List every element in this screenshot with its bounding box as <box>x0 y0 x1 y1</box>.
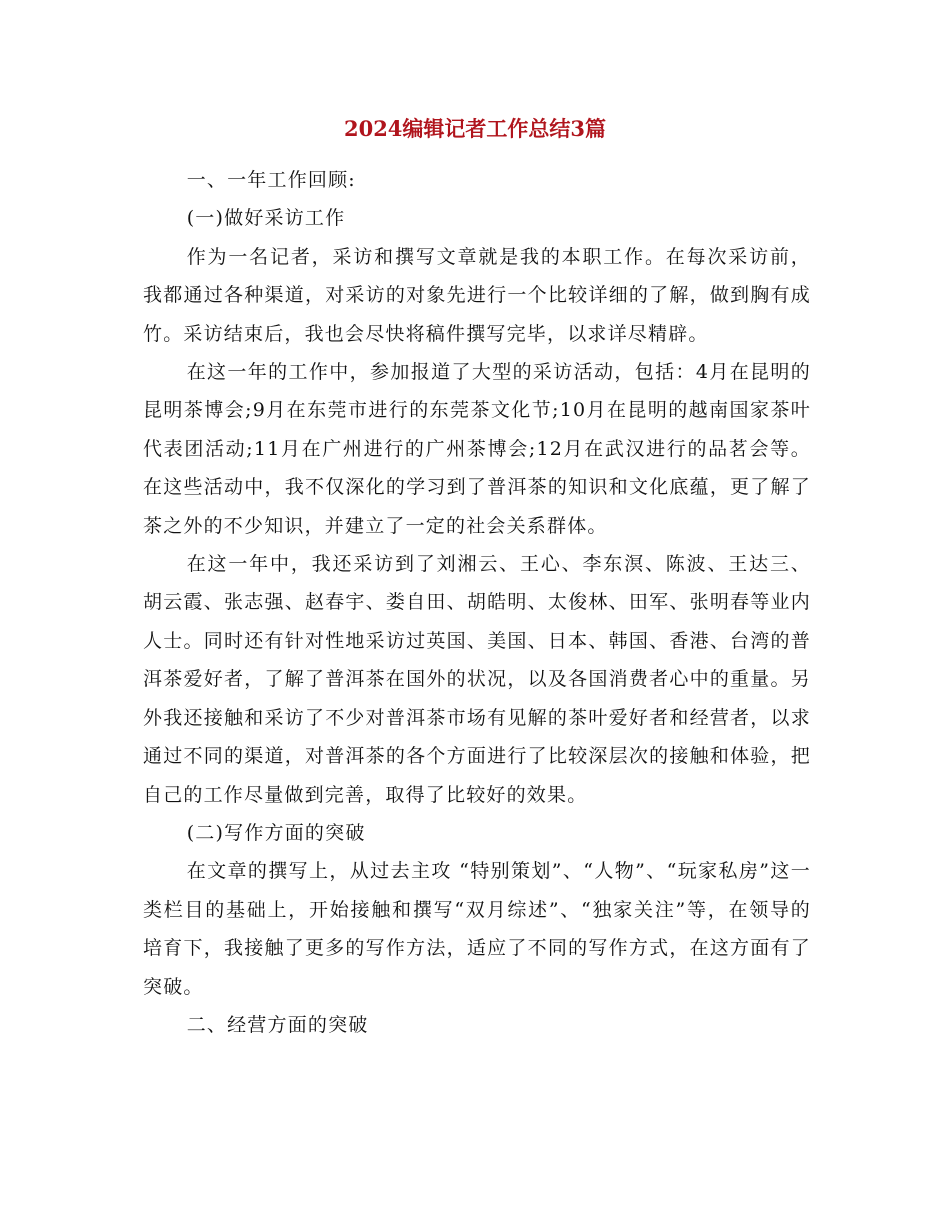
subsection-heading-interviews: (一)做好采访工作 <box>186 207 346 230</box>
paragraph-interview-duty: 作为一名记者，采访和撰写文章就是我的本职工作。在每次采访前，我都通过各种渠道，对采访的对象先进行一个比较详细的了解，做到胸有成竹。采访结束后，我也会尽快将稿件撰写完毕，以求详尽精辟。 <box>143 245 811 345</box>
section-heading-business: 二、经营方面的突破 <box>186 1013 369 1036</box>
paragraph-events: 在这一年的工作中，参加报道了大型的采访活动，包括：4月在昆明的昆明茶博会;9月在东莞市进行的东莞茶文化节;10月在昆明的越南国家茶叶代表团活动;11月在广州进行的广州茶博会;12月在武汉进行的品茗会等。在这些活动中，我不仅深化的学习到了普洱茶的知识和文化底蕴，更了解了茶之外的不少知识，并建立了一定的社会关系群体。 <box>143 361 811 537</box>
paragraph-writing: 在文章的撰写上，从过去主攻 “特别策划”、“人物”、“玩家私房”这一类栏目的基础上，开始接触和撰写“双月综述”、“独家关注”等，在领导的培育下，我接触了更多的写作方法，适应了不同的写作方式，在这方面有了突破。 <box>143 860 811 998</box>
subsection-heading-writing: (二)写作方面的突破 <box>186 821 366 844</box>
document-body <box>143 161 811 1044</box>
section-heading-review: 一、一年工作回顾: <box>186 169 356 191</box>
paragraph-interviewees: 在这一年中，我还采访到了刘湘云、王心、李东溟、陈波、王达三、胡云霞、张志强、赵春宇、娄自田、胡皓明、太俊林、田军、张明春等业内人士。同时还有针对性地采访过英国、美国、日本、韩国、香港、台湾的普洱茶爱好者，了解了普洱茶在国外的状况，以及各国消费者心中的重量。另外我还接触和采访了不少对普洱茶市场有见解的茶叶爱好者和经营者，以求通过不同的渠道，对普洱茶的各个方面进行了比较深层次的接触和体验，把自己的工作尽量做到完善，取得了比较好的效果。 <box>143 553 811 806</box>
document-title: 2024编辑记者工作总结3篇 <box>343 116 607 141</box>
